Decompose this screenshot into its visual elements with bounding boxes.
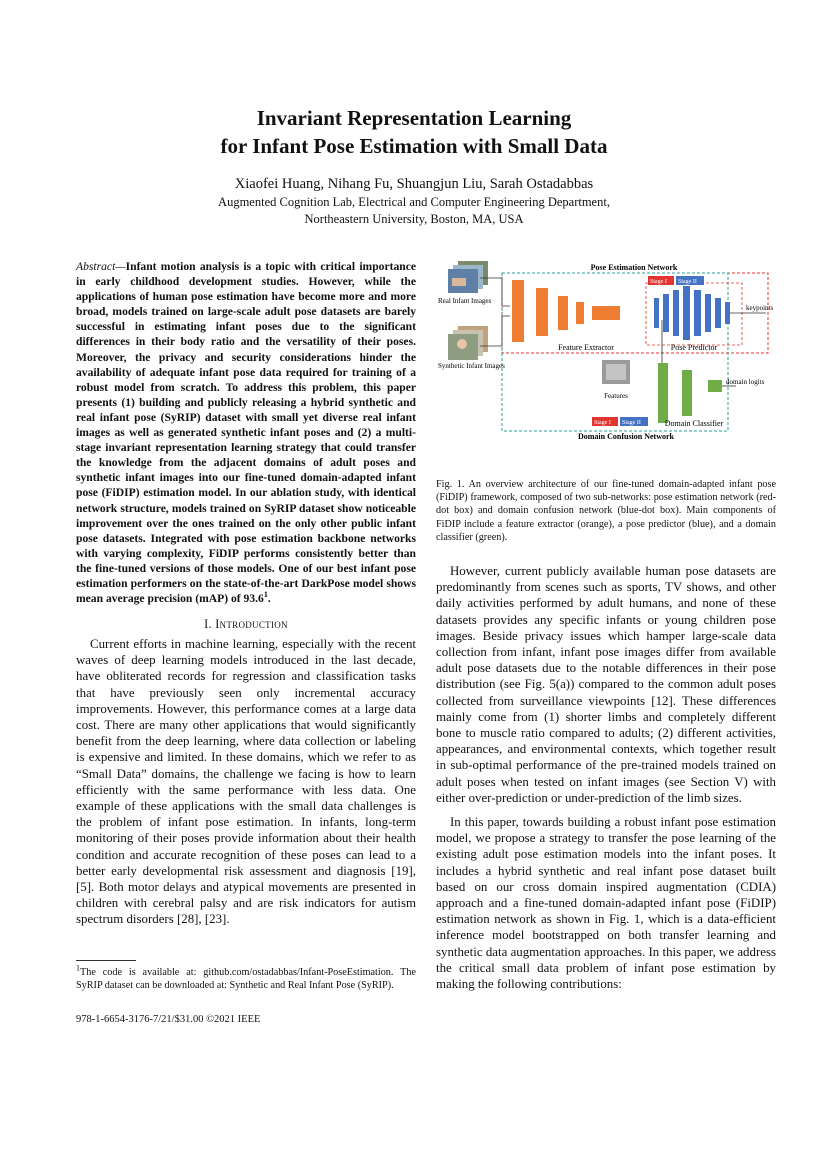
figure-1 — [436, 258, 776, 443]
figure-1-caption: Fig. 1. An overview architecture of our fine-tuned domain-adapted infant pose (FiDIP) framework, composed of two sub-networks: pose estimation network (red-dot box) and domain confusion network (blue-dot box). Main components of FiDIP include a feature extractor (orange), a pose predictor (blue), and a domain classifier (green). — [436, 479, 776, 543]
domain-logits-label: domain logits — [726, 378, 765, 386]
domain-classifier-label: Domain Classifier — [664, 419, 724, 428]
abstract — [76, 259, 416, 606]
real-images-label: Real Infant Images — [438, 297, 492, 305]
pose-predictor-blocks — [654, 286, 730, 340]
copyright-line: 978-1-6654-3176-7/21/$31.00 ©2021 IEEE — [76, 1014, 261, 1025]
stage2-top: Stage II — [678, 279, 697, 285]
footnote-text: The code is available at: github.com/ostadabbas/Infant-PoseEstimation. The SyRIP dataset can be downloaded at: Synthetic and Real Infant Pose (SyRIP). — [76, 967, 416, 991]
pose-predictor-label: Pose Predictor — [670, 343, 718, 352]
domain-classifier-blocks — [658, 363, 722, 423]
section-heading-introduction: I. Introduction — [204, 617, 288, 631]
abstract-text: Infant motion analysis is a topic with critical importance in early childhood development studies. However, while the applications of human pose estimation have become more and more broad, models trained on large-scale adult pose datasets are barely successful in estimating infant poses due to the significant differences in their body ratio and the versatility of their poses. Moreover, the privacy and security considerations hinder the availability of adequate infant pose data required for training of a robust model from scratch. To address this problem, this paper presents (1) building and publicly releasing a hybrid synthetic and real infant pose (SyRIP) dataset with small yet diverse real infant images as well as generated synthetic infant poses and (2) a multi-stage invariant representation learning strategy that could transfer the knowledge from the adjacent domains of adult poses and synthetic infant images into our fine-tuned domain-adapted infant pose (FiDIP) estimation model. In our ablation study, with identical network structure, models trained on SyRIP dataset show noticeable improvement over the ones trained on the only other public infant pose datasets. Integrated with pose estimation backbone networks with varying complexity, FiDIP performs consistently better than the fine-tuned versions of those models. One of our best infant pose estimation performers on the state-of-the-art DarkPose model shows mean average precision (mAP) of 93.6 — [76, 260, 416, 606]
stage1-top: Stage I — [650, 279, 667, 285]
intro-paragraph-1: Current efforts in machine learning, especially with the recent waves of deep learning models introduced in the last decade, have obliterated records for regression and classification tasks that have previously seen only incremental accuracy improvements. However, this performance comes at a large data cost. There are many other applications that would significantly benefit from the deep learning, where data collection or labeling is expensive and limited. In these domains, which we refer to as “Small Data” domains, the challenge we facing is how to learn efficiently with the same performance with less data. One example of these applications with the small data challenges is the problem of infant pose estimation. In infants, long-term monitoring of their poses provide information about their health condition and accurate recognition of these poses can lead to a better early developmental risk assessment and diagnosis [19], [5]. Both motor delays and atypical movements are presented in children with cerebral palsy and are risk indicators for autism spectrum disorders [28], [23]. — [76, 637, 416, 927]
synthetic-images-label: Synthetic Infant Images — [438, 362, 505, 370]
footnote — [76, 963, 416, 992]
pose-network-label: Pose Estimation Network — [590, 263, 678, 272]
features-label: Features — [604, 392, 628, 400]
authors: Xiaofei Huang, Nihang Fu, Shuangjun Liu, Sarah Ostadabbas — [234, 176, 594, 192]
abstract-end: . — [267, 592, 271, 606]
footnote-rule — [76, 960, 136, 961]
affiliation — [0, 194, 828, 228]
paper-title — [0, 104, 828, 160]
intro-paragraph-3: In this paper, towards building a robust infant pose estimation model, we propose a strategy to transfer the pose learning of the existing adult pose estimation models into the infant poses. It includes a hybrid synthetic and real infant pose dataset built based on our cross domain inspired augmentation (CDIA) approach and a fine-tuned domain-adapted infant pose (FiDIP) estimation network as shown in Fig. 1, which is a data-efficient inference model bootstrapped on both transfer learning and synthetic data augmentation approaches. In this paper, we address the critical small data problem of infant pose estimation by making the following contributions: — [436, 815, 776, 992]
title-line-1: Invariant Representation Learning — [256, 106, 572, 130]
real-infant-images-icon — [448, 261, 488, 293]
abstract-footnote-mark: 1 — [263, 590, 268, 600]
stage2-bottom: Stage II — [622, 420, 641, 426]
feature-extractor-blocks — [512, 280, 620, 342]
affiliation-line-2: Northeastern University, Boston, MA, USA — [304, 212, 524, 226]
feature-extractor-label: Feature Extractor — [558, 343, 614, 352]
affiliation-line-1: Augmented Cognition Lab, Electrical and Computer Engineering Department, — [218, 195, 610, 209]
intro-paragraph-2: However, current publicly available human pose datasets are predominantly from scenes such as sports, TV shows, and other daily activities performed by adult humans, and none of these datasets provides any specific infants or young children pose images. Beside privacy issues which hamper large-scale data collection from infant, infant pose images differ from available adult pose datasets due to the notable differences in their pose distribution (see Fig. 5(a)) compared to the common adult poses collected from surveillance viewpoints [12]. These differences mainly come from (1) shorter limbs and completely different bone to muscle ratio compared to adults; (2) different activities, appearances, and environmental contexts, which together result in sub-optimal performance of the pre-trained models trained on adult poses when tested on infant images (see Section V) with either over-prediction or under-prediction of the limb sizes. — [436, 564, 776, 805]
keypoints-label: keypoints — [746, 304, 774, 312]
footnote-mark: 1 — [76, 963, 80, 973]
intro-left-column — [76, 636, 416, 928]
intro-right-column — [436, 563, 776, 992]
stage-badges-bottom — [592, 417, 648, 426]
features-icon — [602, 360, 630, 384]
title-line-2: for Infant Pose Estimation with Small Data — [220, 134, 608, 158]
stage-badges-top — [648, 276, 704, 285]
synthetic-infant-images-icon — [448, 326, 488, 360]
abstract-lead: Abstract— — [76, 260, 126, 273]
domain-network-label: Domain Confusion Network — [577, 432, 675, 441]
stage1-bottom: Stage I — [594, 420, 611, 426]
